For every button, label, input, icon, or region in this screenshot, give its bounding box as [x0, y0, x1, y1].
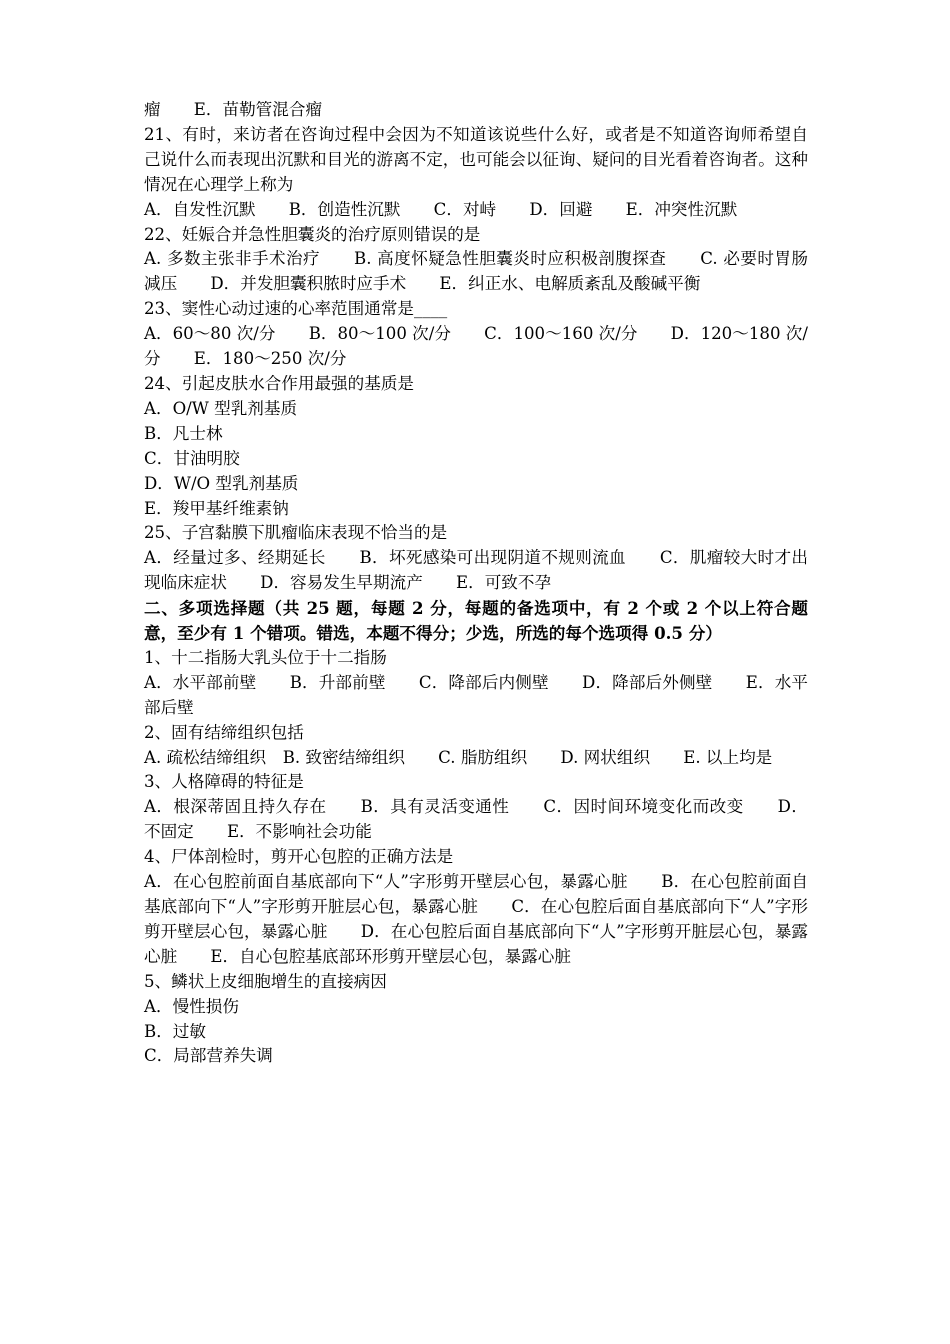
text-line: A．自发性沉默 B．创造性沉默 C．对峙 D．回避 E．冲突性沉默 [144, 199, 738, 219]
text-line: 瘤 E．苗勒管混合瘤 [144, 100, 323, 119]
text-line: A．60～80 次/分 B．80～100 次/分 C．100～160 次/分 D．120～180 次/分 E．180～250 次/分 [144, 324, 808, 369]
text-line: 5、鳞状上皮细胞增生的直接病因 [144, 971, 387, 991]
document-body [144, 98, 808, 1069]
text-line: 23、窦性心动过速的心率范围通常是____ [144, 299, 448, 319]
text-line: 22、妊娠合并急性胆囊炎的治疗原则错误的是 [144, 224, 481, 244]
text-line: 25、子宫黏膜下肌瘤临床表现不恰当的是 [144, 523, 448, 543]
text-line: C．局部营养失调 [144, 1046, 273, 1066]
text-line: D．W/O 型乳剂基质 [144, 473, 299, 493]
text-line: A．O/W 型乳剂基质 [144, 398, 298, 418]
text-line: 4、尸体剖检时，剪开心包腔的正确方法是 [144, 847, 454, 867]
text-line: B．凡士林 [144, 423, 223, 443]
text-line: 1、十二指肠大乳头位于十二指肠 [144, 647, 387, 667]
text-line: A. 多数主张非手术治疗 B. 高度怀疑急性胆囊炎时应积极剖腹探查 C. 必要时胃肠减压 D．并发胆囊积脓时应手术 E．纠正水、电解质紊乱及酸碱平衡 [144, 249, 808, 294]
text-line: A. 疏松结缔组织 B. 致密结缔组织 C. 脂肪组织 D. 网状组织 E. 以上均是 [144, 747, 773, 767]
text-line: A．水平部前壁 B．升部前壁 C．降部后内侧壁 D．降部后外侧壁 E．水平部后壁 [144, 672, 808, 717]
text-line: B．过敏 [144, 1021, 206, 1041]
text-line: 2、固有结缔组织包括 [144, 722, 304, 742]
text-line: E．羧甲基纤维素钠 [144, 498, 289, 518]
section-heading: 二、多项选择题（共 25 题，每题 2 分，每题的备选项中，有 2 个或 2 个以上符合题意，至少有 1 个错项。错选，本题不得分；少选，所选的每个选项得 0.5 分） [144, 598, 808, 644]
text-line: C．甘油明胶 [144, 448, 240, 468]
text-line: A．在心包腔前面自基底部向下“人”字形剪开壁层心包，暴露心脏 B．在心包腔前面自基底部向下“人”字形剪开脏层心包，暴露心脏 C．在心包腔后面自基底部向下“人”字形剪开壁层心包，暴露心脏 D．在心包腔后面自基底部向下“人”字形剪开脏层心包，暴露心脏 E．自心包腔基底部环形剪开壁层心包，暴露心脏 [144, 872, 808, 966]
text-line: 3、人格障碍的特征是 [144, 772, 304, 792]
text-line: 21、有时，来访者在咨询过程中会因为不知道该说些什么好，或者是不知道咨询师希望自己说什么而表现出沉默和目光的游离不定，也可能会以征询、疑问的目光看着咨询者。这种情况在心理学上称为 [144, 124, 808, 194]
text-line: A．根深蒂固且持久存在 B．具有灵活变通性 C．因时间环境变化而改变 D．不固定 E．不影响社会功能 [144, 797, 808, 842]
text-line: 24、引起皮肤水合作用最强的基质是 [144, 373, 415, 393]
text-line: A．经量过多、经期延长 B．坏死感染可出现阴道不规则流血 C．肌瘤较大时才出现临床症状 D．容易发生早期流产 E．可致不孕 [144, 548, 808, 593]
text-line: A．慢性损伤 [144, 996, 239, 1016]
